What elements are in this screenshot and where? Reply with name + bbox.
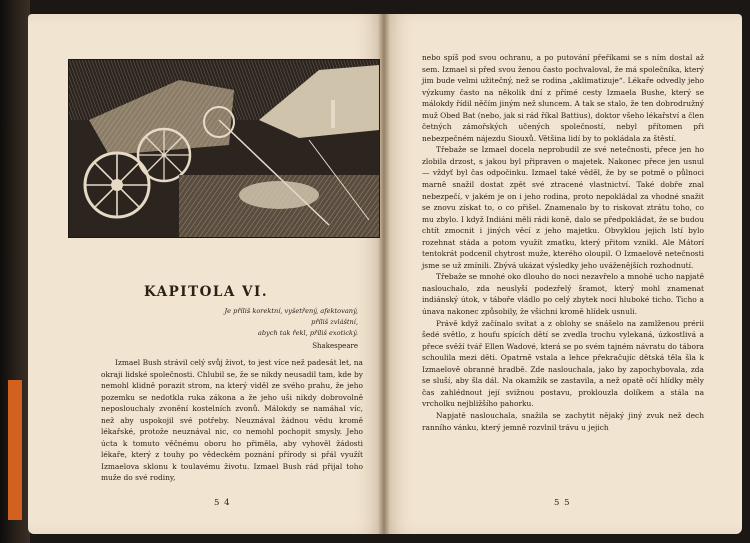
right-page [384,14,742,534]
epigraph-line: příliš zvláštní, [311,318,358,326]
left-page [28,14,384,534]
chapter-body-text: Izmael Bush strávil celý svůj život, to jest více než padesát let, na okraji lidské společnosti. Chlubil se, že se nikdy neusadil tam, kde by nemohl klidně porazit strom, na který viděl ze svého prahu, že jeho pozemku se nedotkla ruka zákona a že jeho uši nikdy dobrovolně neposlouchaly zvonění kostelních zvonů. Málokdy se namáhal víc, než aby uspokojil své potřeby. Neuznával žádnou vědu kromě lékařské, protože neuznával nic, co nemohl pochopit smysly. Jeho úcta k tomuto věčnému oboru ho přiměla, aby vyhověl žádosti lékaře, který z touhy po vědeckém poznání přírody si přál využít Izmaelova sklonu k toulavému životu. Izmael Bush rád přijal toho muže do své rodiny, [101,358,363,483]
page-body-text [422,52,704,433]
paragraph: Třebaže se mnohé oko dlouho do noci nezavřelo a mnohé ucho napjatě naslouchalo, zda neuslyší podezřelý šramot, který mohl znamenat indiánský útok, v táboře vládlo po celý zbytek noci hluboké ticho. Ticho a únava nakonec způsobily, že všichni kromě hlídek usnuli. [422,272,704,317]
paragraph: nebo spíš pod svou ochranu, a po putování přeříkami se s ním dostal až sem. Izmael si před svou ženou často pochvaloval, že má společníka, který jim bude velmi užitečný, než se rodina „aklimatizuje“. Lékaře odvedly jeho výzkumy často na několik dní z přímé cesty Izmaela Bushe, který se málokdy řídil něčím jiným než sluncem. A tak se stalo, že ten dobrodružný muž Obed Bat (nebo, jak si rád říkal Battius), doktor všeho lékařství a člen četných zámořských učených společností, nebyl přítomen při nebezpečném nájezdu Siouxů. Většina lidí by to pokládala za štěstí. [422,53,704,143]
paragraph: Třebaže se Izmael docela neprobudil ze své netečnosti, přece jen ho zlobila drzost, s jakou byl připraven o majetek. Nakonec přece jen usnul — vždyť byl čas odpočinku. Izmael také věděl, že by se potmě o půlnoci marně snažil dostat zpět své ztracené vlastnictví. Také dobře znal nebezpečí, v jakém je on i jeho rodina, proto nepokládal za vhodné snažit se znovu získat to, o co přišel. Znamenalo by to riskovat ztrátu toho, co mu zbylo. I když Indiáni měli rádi koně, dalo se předpokládat, že se budou chtít zmocnit i jiných věcí z jeho majetku. Obvyklou jejich lstí bylo rozehnat stáda a potom využít zmatku, který přitom vznikl. Ale Mátorí tentokrát podcenil chytrost muže, kterého oloupil. O Izmaelově netečnosti jsme se už zmínili. Zbývá ukázat výsledky jeho uváženějších rozhodnutí. [422,145,704,270]
paragraph: Právě když začínalo svítat a z oblohy se snášelo na zamlženou prérii šedé světlo, z houfu spících dětí se zvedla trochu vylekaná, úzkostlivá a přece svěží tvář Ellen Wadové, která se po svém tajném návratu do tábora schoulila mezi děti. Opatrně vstala a lehce překračujíc dětská těla šla k Izmaelově obranné hradbě. Zde naslouchala, jako by zapochybovala, zda se sluší, aby šla dál. Na okamžik se zastavila, a než opatě očí hlídky měly čas zahlédnout její svižnou postavu, proklouzla dolíkem a stála na vrcholku nejbližšího pahorku. [422,318,704,409]
paragraph: Napjatě naslouchala, snažila se zachytit nějaký jiný zvuk než dech ranního vánku, který jemně rozvlnil trávu u jejich [422,410,704,432]
epigraph-line: abych tak řekl, příliš exotický. [257,329,358,337]
cover-edge-strip [8,380,22,520]
epigraph-line: Je příliš korektní, vyšetřený, afektovaný, [224,307,358,315]
page-number-right: 5 5 [554,498,571,508]
epigraph [148,306,358,352]
book-gutter [378,14,390,534]
chapter-title: KAPITOLA VI. [143,284,269,300]
page-number-left: 5 4 [214,498,231,508]
epigraph-author: Shakespeare [312,342,358,350]
engraving-wagon-scene-icon [68,59,380,238]
